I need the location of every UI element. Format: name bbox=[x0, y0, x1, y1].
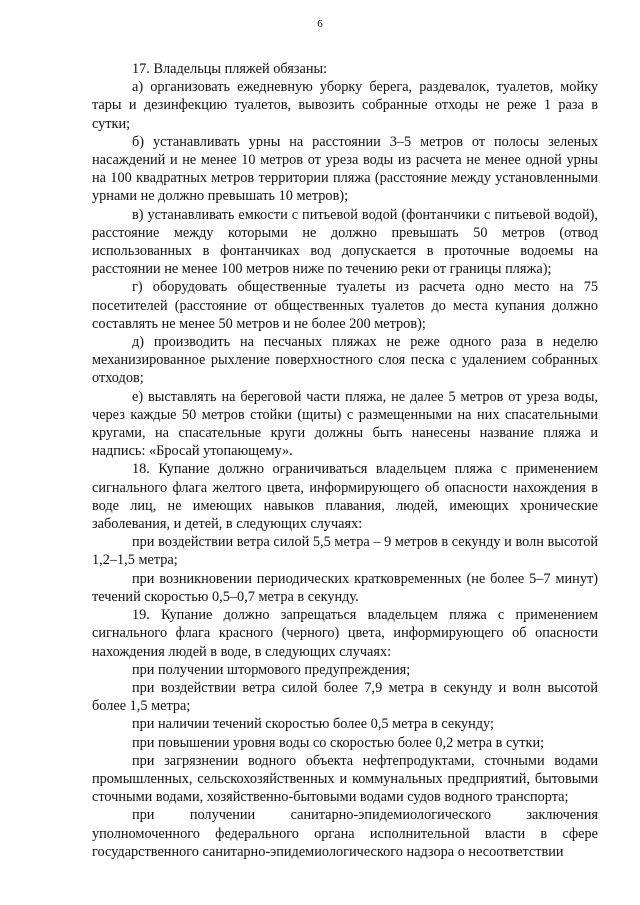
page-number: 6 bbox=[317, 18, 323, 30]
paragraph-17-g: г) оборудовать общественные туалеты из расчета одно место на 75 посетителей (расстояние от общественных туалетов до места купания должно составлять не менее 50 метров и не более 200 метров); bbox=[92, 279, 598, 332]
paragraph-17-d: д) производить на песчаных пляжах не реже одного раза в неделю механизированное рыхление поверхностного слоя песка с удалением собранных отходов; bbox=[92, 334, 598, 387]
paragraph-19-storm: при получении штормового предупреждения; bbox=[132, 661, 411, 678]
paragraph-17-heading: 17. Владельцы пляжей обязаны: bbox=[132, 61, 328, 77]
paragraph-18-wind: при воздействии ветра силой 5,5 метра – 9 метров в секунду и волн высотой 1,2–1,5 метра; bbox=[92, 534, 598, 569]
paragraph-19: 19. Купание должно запрещаться владельцем пляжа с применением сигнального флага красного (черного) цвета, информирующего об опасности нахождения людей в воде, в следующих случаях: bbox=[92, 607, 598, 660]
paragraph-19-pollution: при загрязнении водного объекта нефтепродуктами, сточными водами промышленных, сельскохозяйственных и коммунальных предприятий, бытовыми сточными водами, хозяйственно-бытовыми водами судов водного транспорта; bbox=[92, 752, 598, 806]
document-body bbox=[92, 60, 598, 861]
paragraph-17-e: е) выставлять на береговой части пляжа, не далее 5 метров от уреза воды, через каждые 50 метров стойки (щиты) с размещенными на них спасательными кругами, на спасательные круги должны быть нанесены название пляжа и надпись: «Бросай утопающему». bbox=[92, 388, 598, 460]
paragraph-19-currents: при наличии течений скоростью более 0,5 метра в секунду; bbox=[132, 716, 494, 733]
paragraph-17-v: в) устанавливать емкости с питьевой водой (фонтанчики с питьевой водой), расстояние между которыми не должно превышать 50 метров (отвод использованных в фонтанчиках вод допускается в проточные водоемы на расстоянии не менее 100 метров ниже по течению реки от границы пляжа); bbox=[92, 206, 598, 278]
paragraph-17-b: б) устанавливать урны на расстоянии 3–5 метров от полосы зеленых насаждений и не менее 10 метров от уреза воды из расчета не менее одной урны на 100 квадратных метров территории пляжа (расстояние между установленными урнами не должно превышать 10 метров); bbox=[92, 133, 598, 205]
paragraph-17-a: а) организовать ежедневную уборку берега, раздевалок, туалетов, мойку тары и дезинфекцию туалетов, вывозить собранные отходы не реже 1 раза в сутки; bbox=[92, 79, 598, 132]
paragraph-19-water-level: при повышении уровня воды со скоростью более 0,2 метра в сутки; bbox=[132, 734, 545, 751]
paragraph-19-wind: при воздействии ветра силой более 7,9 метра в секунду и волн высотой более 1,5 метра; bbox=[92, 679, 598, 715]
paragraph-18: 18. Купание должно ограничиваться владельцем пляжа с применением сигнального флага желтого цвета, информирующего об опасности нахождения в воде лиц, не имеющих навыков плавания, людей, имеющих хронические заболевания, и детей, в следующих случаях: bbox=[92, 461, 598, 533]
paragraph-18-currents: при возникновении периодических кратковременных (не более 5–7 минут) течений скоростью 0,5–0,7 метра в секунду. bbox=[92, 570, 598, 605]
paragraph-19-sanitary: при получении санитарно-эпидемиологического заключения уполномоченного федерального органа исполнительной власти в сфере государственного санитарно-эпидемиологического надзора о несоответствии bbox=[92, 807, 598, 860]
